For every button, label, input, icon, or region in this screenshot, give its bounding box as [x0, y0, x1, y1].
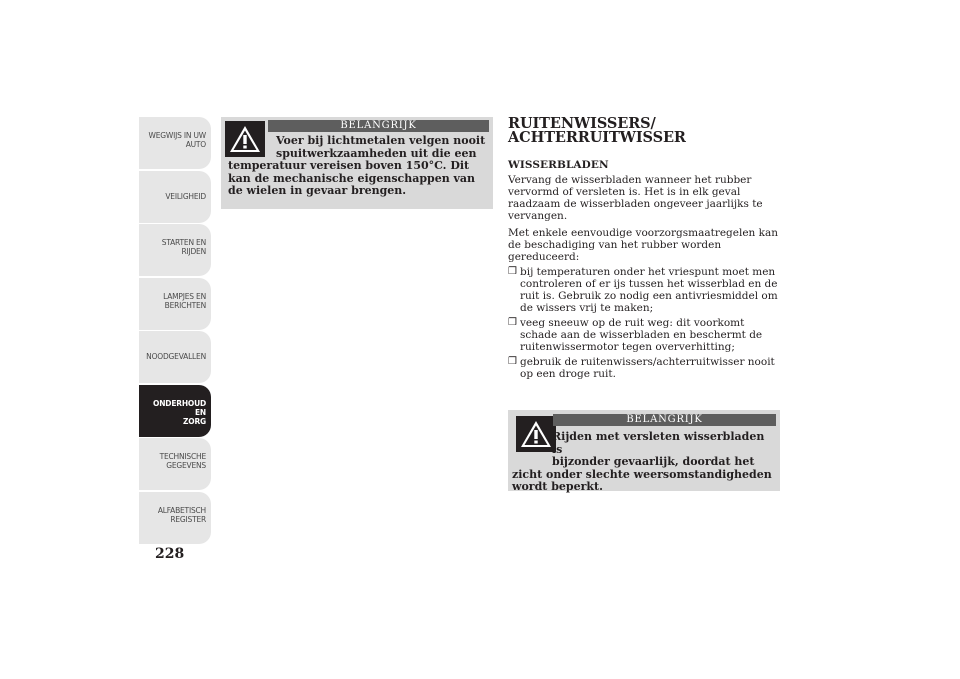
- warning-box: [221, 117, 493, 209]
- checkbox-bullet-icon: ❒: [508, 317, 517, 328]
- tab-starten-en-rijden[interactable]: [139, 224, 211, 276]
- tab-label: BERICHTEN: [164, 300, 206, 310]
- list-item: [508, 356, 782, 380]
- warning-box: [508, 410, 780, 491]
- tab-label: ZORG: [183, 416, 206, 426]
- tab-technische-gegevens[interactable]: [139, 438, 211, 490]
- warning-line: zicht onder slechte weersomstandigheden wordt beperkt.: [512, 467, 772, 493]
- tab-label: GEGEVENS: [166, 461, 206, 470]
- tab-onderhoud-en-zorg[interactable]: [139, 385, 211, 437]
- section-title-line: ACHTERRUITWISSER: [508, 129, 686, 146]
- page-number: 228: [155, 546, 185, 562]
- tab-label: WEGWIJS IN UW: [148, 131, 206, 140]
- list-item-text: gebruik de ruitenwissers/achterruitwisser nooit op een droge ruit.: [520, 356, 775, 380]
- warning-heading: BELANGRIJK: [553, 414, 776, 426]
- list-item: [508, 317, 782, 353]
- chapter-tabs: [139, 117, 211, 545]
- paragraph: Vervang de wisserbladen wanneer het rubber vervormd of versleten is. Het is in elk geval raadzaam de wisserbladen ongeveer jaarlijks te vervangen.: [508, 174, 763, 222]
- subheading: WISSERBLADEN: [508, 159, 609, 171]
- paragraph: Met enkele eenvoudige voorzorgsmaatregelen kan de beschadiging van het rubber worden gereduceerd:: [508, 227, 779, 263]
- section-title: [508, 117, 782, 145]
- warning-line: bijzonder gevaarlijk, doordat het: [552, 455, 755, 468]
- bullet-list: [508, 266, 782, 380]
- warning-text: [512, 431, 776, 494]
- tab-alfabetisch-register[interactable]: [139, 492, 211, 544]
- tab-label: STARTEN EN: [161, 238, 206, 247]
- warning-line: spuitwerkzaamheden uit die een: [276, 146, 477, 160]
- tab-lampjes-en-berichten[interactable]: [139, 278, 211, 330]
- tab-noodgevallen[interactable]: [139, 331, 211, 383]
- warning-line: temperatuur vereisen boven 150°C. Dit kan de mechanische eigenschappen van de wielen in gevaar brengen.: [228, 159, 476, 197]
- tab-label: VEILIGHEID: [165, 191, 206, 201]
- tab-label: ALFABETISCH: [157, 505, 206, 515]
- list-item-text: veeg sneeuw op de ruit weg: dit voorkomt schade aan de wisserbladen en beschermt de ruitenwissermotor tegen oververhitting;: [520, 317, 763, 353]
- warning-text: [228, 135, 490, 198]
- warning-line: Rijden met versleten wisserbladen is: [552, 430, 765, 456]
- tab-label: RIJDEN: [181, 247, 206, 256]
- checkbox-bullet-icon: ❒: [508, 266, 517, 277]
- tab-label: NOODGEVALLEN: [146, 352, 206, 361]
- tab-veiligheid[interactable]: [139, 171, 211, 223]
- tab-label: AUTO: [185, 140, 206, 149]
- tab-wegwijs-in-uw-auto[interactable]: [139, 117, 211, 169]
- main-column: [508, 117, 782, 383]
- checkbox-bullet-icon: ❒: [508, 356, 517, 367]
- tab-label: ONDERHOUD EN: [153, 398, 206, 417]
- tab-label: LAMPJES EN: [163, 291, 206, 301]
- tab-label: TECHNISCHE: [159, 452, 206, 461]
- warning-line: Voer bij lichtmetalen velgen nooit: [276, 134, 486, 147]
- section-title-line: RUITENWISSERS/: [508, 115, 656, 132]
- list-item: [508, 266, 782, 314]
- tab-label: REGISTER: [170, 514, 206, 524]
- warning-heading: BELANGRIJK: [268, 120, 489, 132]
- list-item-text: bij temperaturen onder het vriespunt moet men controleren of er ijs tussen het wisserblad en de ruit is. Gebruik zo nodig een antivriesmiddel om de wissers vrij te maken;: [520, 266, 778, 314]
